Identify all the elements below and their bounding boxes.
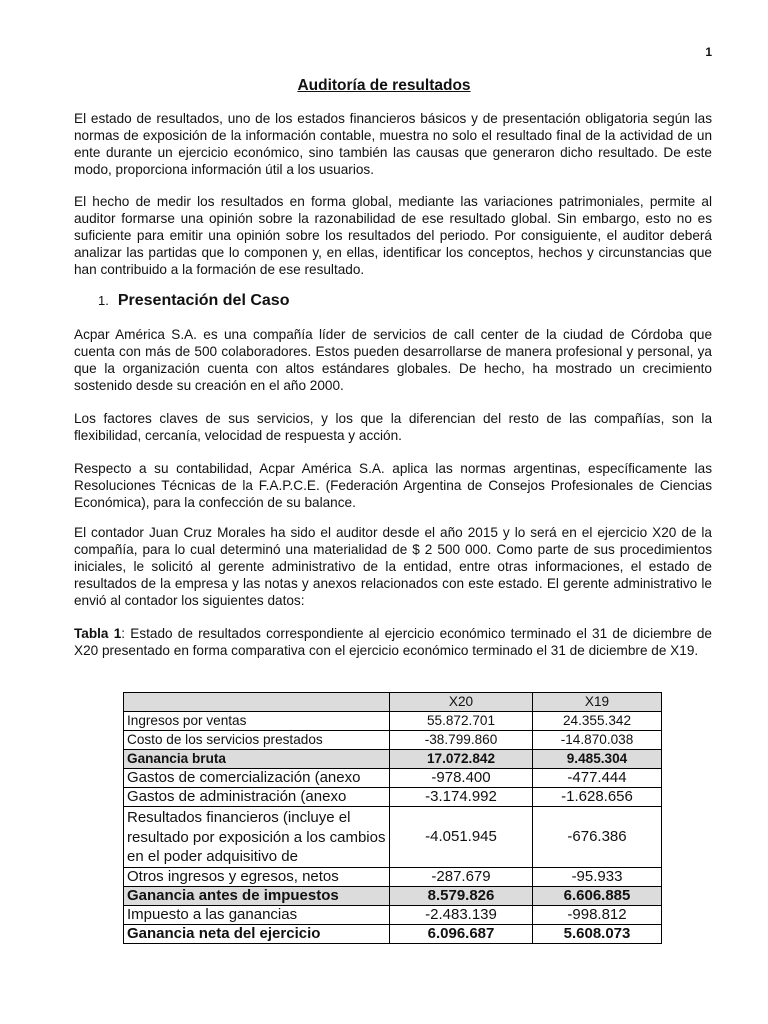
value-x19: 6.606.885: [533, 886, 662, 905]
value-x20: 55.872.701: [390, 712, 533, 731]
value-x19: 24.355.342: [533, 712, 662, 731]
header-cell: X19: [533, 693, 662, 712]
value-x19: 9.485.304: [533, 750, 662, 769]
value-x20: -38.799.860: [390, 731, 533, 750]
table-caption: [74, 626, 712, 660]
value-x19: -1.628.656: [533, 788, 662, 807]
table-row: [124, 750, 662, 769]
value-x20: -4.051.945: [390, 807, 533, 868]
case-paragraph-2: Los factores claves de sus servicios, y los que la diferencian del resto de las compañías, son la flexibilidad, cercanía, velocidad de respuesta y acción.: [74, 411, 712, 443]
value-x19: -676.386: [533, 807, 662, 868]
value-x19: 5.608.073: [533, 924, 662, 943]
table-row: [124, 905, 662, 924]
row-label: Ganancia antes de impuestos: [124, 886, 390, 905]
value-x19: -95.933: [533, 867, 662, 886]
income-statement-table: [123, 692, 662, 944]
table-caption-text: : Estado de resultados correspondiente al ejercicio económico terminado el 31 de diciembre de X20 presentado en forma comparativa con el ejercicio económico terminado el 31 de diciembre de X19.: [74, 626, 712, 658]
table-row: [124, 886, 662, 905]
table-header-row: [124, 693, 662, 712]
value-x20: 8.579.826: [390, 886, 533, 905]
row-label: Otros ingresos y egresos, netos: [124, 867, 390, 886]
section-title: Presentación del Caso: [117, 292, 290, 309]
case-paragraph-3: Respecto a su contabilidad, Acpar América S.A. aplica las normas argentinas, específicamente las Resoluciones Técnicas de la F.A.P.C.E. (Federación Argentina de Consejos Profesionales de Ciencias Económica), para la confección de su balance.: [74, 461, 712, 510]
section-number: 1.: [98, 293, 109, 308]
row-label: Ganancia bruta: [124, 750, 390, 769]
value-x19: -477.444: [533, 769, 662, 788]
value-x20: -978.400: [390, 769, 533, 788]
table-row: [124, 712, 662, 731]
intro-paragraph-1: El estado de resultados, uno de los estados financieros básicos y de presentación obligatoria según las normas de exposición de la información contable, muestra no solo el resultado final de la actividad de un ente durante un ejercicio económico, sino también las causas que generaron dicho resultado. De este modo, proporciona información útil a los usuarios.: [74, 111, 712, 177]
table-row: [124, 788, 662, 807]
section-heading: [98, 292, 289, 310]
table-row: [124, 769, 662, 788]
case-paragraph-4: El contador Juan Cruz Morales ha sido el auditor desde el año 2015 y lo será en el ejercicio X20 de la compañía, para lo cual determinó una materialidad de $ 2 500 000. Como parte de sus procedimientos iniciales, le solicitó al gerente administrativo de la entidad, entre otras informaciones, el estado de resultados de la empresa y las notas y anexos relacionados con este estado. El gerente administrativo le envió al contador los siguientes datos:: [74, 525, 712, 608]
row-label: Resultados financieros (incluye el resultado por exposición a los cambios en el poder adquisitivo de: [124, 807, 390, 868]
row-label: Ingresos por ventas: [124, 712, 390, 731]
case-paragraph-1: Acpar América S.A. es una compañía líder de servicios de call center de la ciudad de Córdoba que cuenta con más de 500 colaboradores. Estos pueden desarrollarse de manera profesional y personal, ya que la organización cuenta con altos estándares globales. De hecho, ha mostrado un crecimiento sostenido desde su creación en el año 2000.: [74, 327, 712, 393]
row-label: Gastos de comercialización (anexo: [124, 769, 390, 788]
value-x20: -287.679: [390, 867, 533, 886]
value-x20: -3.174.992: [390, 788, 533, 807]
table-row: [124, 924, 662, 943]
document-title: Auditoría de resultados: [297, 77, 471, 94]
table-row: [124, 731, 662, 750]
header-cell: X20: [390, 693, 533, 712]
row-label: Costo de los servicios prestados: [124, 731, 390, 750]
value-x20: 6.096.687: [390, 924, 533, 943]
row-label: Impuesto a las ganancias: [124, 905, 390, 924]
value-x20: 17.072.842: [390, 750, 533, 769]
table-row: [124, 867, 662, 886]
table-row: [124, 807, 662, 868]
value-x19: -14.870.038: [533, 731, 662, 750]
value-x20: -2.483.139: [390, 905, 533, 924]
row-label: Gastos de administración (anexo: [124, 788, 390, 807]
page-number: 1: [705, 45, 712, 59]
table-caption-label: Tabla 1: [74, 626, 122, 641]
value-x19: -998.812: [533, 905, 662, 924]
header-cell: [124, 693, 390, 712]
intro-paragraph-2: El hecho de medir los resultados en forma global, mediante las variaciones patrimoniales, permite al auditor formarse una opinión sobre la razonabilidad de ese resultado global. Sin embargo, esto no es suficiente para emitir una opinión sobre los resultados del periodo. Por consiguiente, el auditor deberá analizar las partidas que lo componen y, en ellas, identificar los conceptos, hechos y circunstancias que han contribuido a la formación de ese resultado.: [74, 194, 712, 277]
row-label: Ganancia neta del ejercicio: [124, 924, 390, 943]
